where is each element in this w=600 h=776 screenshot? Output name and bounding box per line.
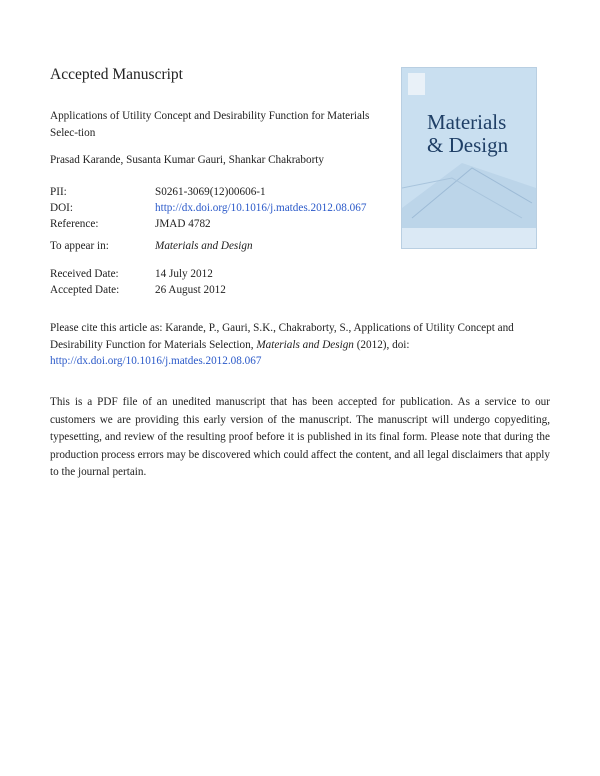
doi-label: DOI: [50, 202, 73, 214]
citation-doi-link[interactable]: http://dx.doi.org/10.1016/j.matdes.2012.08.067 [50, 355, 262, 367]
citation-middle: (2012), doi: [353, 338, 410, 351]
authors: Prasad Karande, Susanta Kumar Gauri, Shankar Chakraborty [50, 154, 325, 166]
article-title: Applications of Utility Concept and Desirability Function for Materials Selec-tion [50, 110, 370, 139]
doi-link[interactable]: http://dx.doi.org/10.1016/j.matdes.2012.08.067 [155, 202, 367, 214]
journal-cover [401, 67, 537, 249]
cover-title-line1: Materials [427, 110, 507, 134]
reference-label: Reference: [50, 218, 99, 230]
reference-value: JMAD 4782 [155, 218, 211, 230]
cover-title-line2: & Design [427, 133, 509, 157]
accepted-date-label: Accepted Date: [50, 284, 120, 296]
appear-in-label: To appear in: [50, 240, 109, 252]
received-date-label: Received Date: [50, 268, 119, 280]
citation-journal: Materials and Design [256, 338, 354, 351]
accepted-date-value: 26 August 2012 [155, 284, 226, 296]
pii-value: S0261-3069(12)00606-1 [155, 186, 266, 198]
citation-paragraph [50, 320, 550, 370]
appear-in-value: Materials and Design [155, 240, 253, 252]
publisher-logo-icon [408, 73, 425, 95]
page-heading: Accepted Manuscript [50, 66, 183, 83]
pii-label: PII: [50, 186, 67, 198]
cover-decoration [402, 68, 536, 248]
disclaimer-paragraph: This is a PDF file of an unedited manuscript that has been accepted for publication. As a service to our customers we are providing this early version of the manuscript. The manuscript will undergo copyediting, typesetting, and review of the resulting proof before it is published in its final form. Please note that during the production process errors may be discovered which could affect the content, and all legal disclaimers that apply to the journal pertain. [50, 396, 550, 478]
citation-prefix: Please cite this article as: Karande, P., Gauri, S.K., Chakraborty, S., Applications of Utility Concept and Desirability Function for Materials Selection, [50, 322, 514, 351]
received-date-value: 14 July 2012 [155, 268, 213, 280]
